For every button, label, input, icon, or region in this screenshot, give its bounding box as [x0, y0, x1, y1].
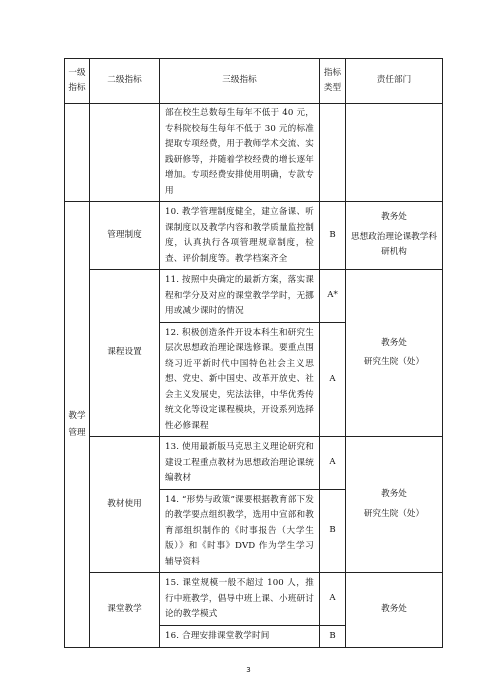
table-row: [65, 573, 443, 626]
header-dept: 责任部门: [346, 59, 443, 104]
level2-curriculum: 课程设置: [90, 270, 160, 437]
type-16: B: [320, 625, 346, 648]
header-level1: 一级指标: [65, 59, 90, 104]
level2-textbook: 教材使用: [90, 437, 160, 573]
header-level2: 二级指标: [90, 59, 160, 104]
type-cell-empty: [320, 104, 346, 202]
table-row: [65, 104, 443, 202]
dept-1-b: 思想政治理论课教学科研机构: [351, 231, 437, 258]
indicator-14: 14. “形势与政策”课要根据教育部下发的教学要点组织教学，选用中宣部和教育部组织制作的《时事报告（大学生版）》和《时事》DVD 作为学生学习辅导资料: [165, 494, 314, 567]
level2-cell-empty: [90, 104, 160, 202]
dept-2-b: 研究生院（处）: [363, 357, 425, 367]
type-10: B: [320, 202, 346, 270]
indicator-15: 15. 课堂规模一般不超过 100 人，推行中班教学，倡导中班上课、小班研讨论的教学模式: [165, 578, 314, 619]
level2-mgmt-system: 管理制度: [90, 202, 160, 270]
dept-cell-2: [346, 270, 443, 437]
table-row: [65, 437, 443, 490]
dept-3-b: 研究生院（处）: [363, 508, 425, 519]
header-type: 指标类型: [320, 59, 346, 104]
indicator-11: 11. 按照中央确定的最新方案，落实课程和学分及对应的课堂教学学时，无挪用或减少课时的情况: [165, 275, 314, 316]
dept-cell-empty: [346, 104, 443, 202]
dept-2-a: 教务处: [381, 337, 407, 348]
type-13: A: [320, 437, 346, 490]
level1-cell-empty: [65, 104, 90, 202]
dept-1-a: 教务处: [381, 212, 407, 223]
indicator-10: 10. 教学管理制度健全，建立备课、听课制度以及教学内容和教学质量监控制度，认真执行各项管理规章制度，检查、评价制度等。教学档案齐全: [165, 207, 314, 264]
indicator-16: 16. 合理安排课堂教学时间: [165, 630, 270, 641]
header-level3: 三级指标: [160, 59, 320, 104]
dept-3-a: 教务处: [381, 489, 407, 499]
type-15: A: [320, 573, 346, 626]
dept-cell-1: [346, 202, 443, 270]
indicator-13: 13. 使用最新版马克思主义理论研究和建设工程重点教材为思想政治理论课统编教材: [165, 442, 314, 483]
page-number: 3: [246, 666, 251, 674]
type-11: A*: [320, 270, 346, 323]
indicator-table: [64, 58, 443, 648]
continued-indicator-text: 部在校生总数每生每年不低于 40 元，专科院校每生每年不低于 30 元的标准提取专项经费，用于教师学术交流、实践研修等，并随着学校经费的增长逐年增加。专项经费安排使用明确，专款专用: [165, 108, 314, 196]
dept-cell-3: [346, 437, 443, 573]
table-row: [65, 202, 443, 270]
level1-teaching-mgmt: 教学管理: [65, 202, 90, 648]
type-14: B: [320, 489, 346, 573]
dept-4-a: 教务处: [381, 604, 407, 615]
type-12: A: [320, 322, 346, 437]
level2-classroom: 课堂教学: [90, 573, 160, 648]
dept-cell-4: [346, 573, 443, 648]
indicator-12: 12. 积极创造条件开设本科生和研究生层次思想政治理论课选修课。要重点围绕习近平新时代中国特色社会主义思想、党史、新中国史、改革开放史、社会主义发展史，宪法法律，中华优秀传统文化等设定课程模块，开设系列选择性必修课程: [165, 327, 314, 431]
table-header-row: [65, 59, 443, 104]
table-row: [65, 270, 443, 323]
